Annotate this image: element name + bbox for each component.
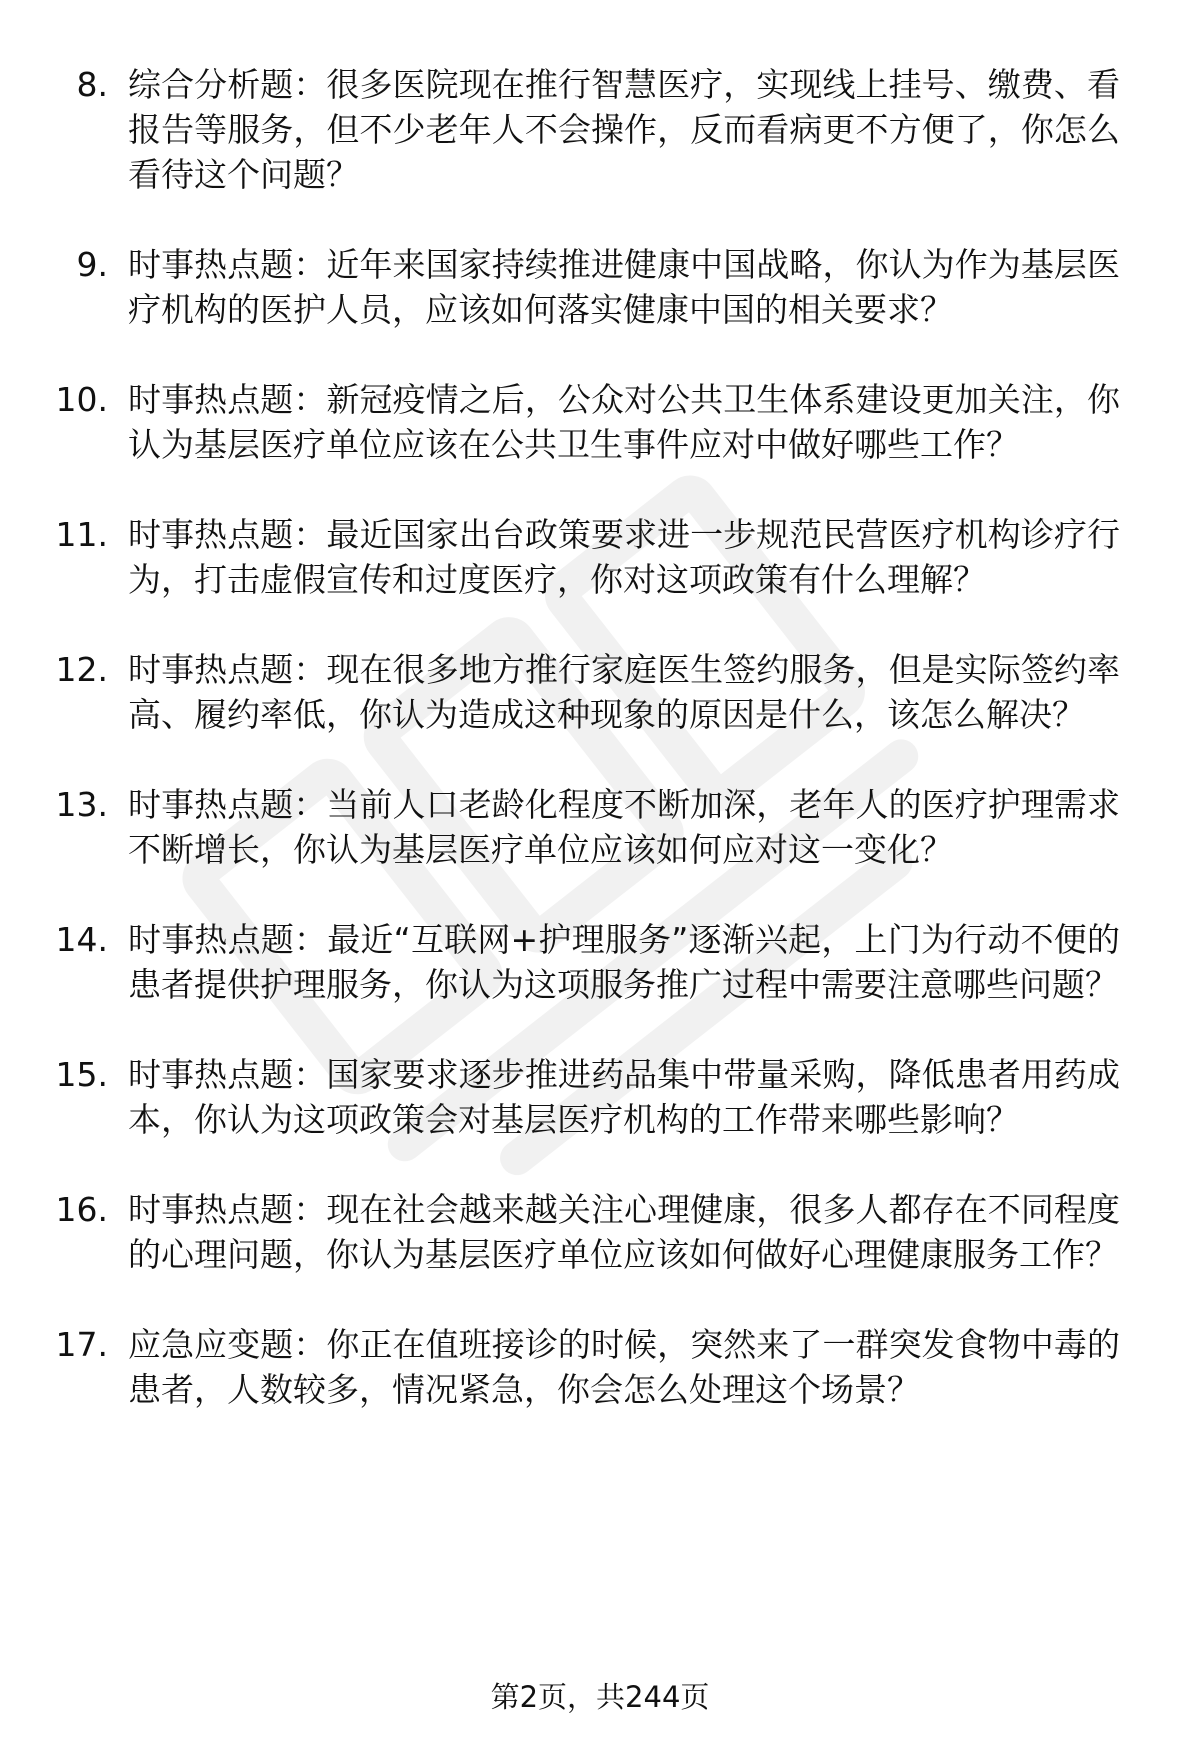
question-item bbox=[0, 1052, 1200, 1142]
question-number: 17. bbox=[55, 1325, 108, 1364]
question-number: 9. bbox=[76, 245, 108, 284]
question-text: 时事热点题：当前人口老龄化程度不断加深，老年人的医疗护理需求不断增长，你认为基层医疗单位应该如何应对这一变化？ bbox=[128, 785, 1120, 869]
question-number: 11. bbox=[55, 515, 108, 554]
page-footer: 第2页，共244页 bbox=[490, 1680, 710, 1714]
question-number: 15. bbox=[55, 1055, 108, 1094]
question-text: 时事热点题：近年来国家持续推进健康中国战略，你认为作为基层医疗机构的医护人员，应该如何落实健康中国的相关要求？ bbox=[128, 245, 1120, 329]
question-number: 13. bbox=[55, 785, 108, 824]
question-text: 时事热点题：新冠疫情之后，公众对公共卫生体系建设更加关注，你认为基层医疗单位应该在公共卫生事件应对中做好哪些工作？ bbox=[128, 380, 1120, 464]
question-item bbox=[0, 1187, 1200, 1277]
question-item bbox=[0, 242, 1200, 332]
question-item bbox=[0, 647, 1200, 737]
question-number: 14. bbox=[55, 920, 108, 959]
question-item bbox=[0, 782, 1200, 872]
question-number: 16. bbox=[55, 1190, 108, 1229]
question-list bbox=[0, 62, 1200, 1412]
question-text: 综合分析题：很多医院现在推行智慧医疗，实现线上挂号、缴费、看报告等服务，但不少老年人不会操作，反而看病更不方便了，你怎么看待这个问题？ bbox=[128, 65, 1120, 194]
question-number: 8. bbox=[76, 65, 108, 104]
question-item bbox=[0, 62, 1200, 197]
question-text: 时事热点题：最近“互联网+护理服务”逐渐兴起，上门为行动不便的患者提供护理服务，你认为这项服务推广过程中需要注意哪些问题？ bbox=[128, 920, 1120, 1004]
question-item bbox=[0, 512, 1200, 602]
question-text: 时事热点题：现在很多地方推行家庭医生签约服务，但是实际签约率高、履约率低，你认为造成这种现象的原因是什么，该怎么解决？ bbox=[128, 650, 1120, 734]
question-number: 10. bbox=[55, 380, 108, 419]
question-item bbox=[0, 377, 1200, 467]
question-text: 时事热点题：现在社会越来越关注心理健康，很多人都存在不同程度的心理问题，你认为基层医疗单位应该如何做好心理健康服务工作？ bbox=[128, 1190, 1120, 1274]
question-text: 时事热点题：最近国家出台政策要求进一步规范民营医疗机构诊疗行为，打击虚假宣传和过度医疗，你对这项政策有什么理解？ bbox=[128, 515, 1120, 599]
question-number: 12. bbox=[55, 650, 108, 689]
question-item bbox=[0, 917, 1200, 1007]
question-text: 时事热点题：国家要求逐步推进药品集中带量采购，降低患者用药成本，你认为这项政策会对基层医疗机构的工作带来哪些影响？ bbox=[128, 1055, 1120, 1139]
question-text: 应急应变题：你正在值班接诊的时候，突然来了一群突发食物中毒的患者，人数较多，情况紧急，你会怎么处理这个场景？ bbox=[128, 1325, 1120, 1409]
question-item bbox=[0, 1322, 1200, 1412]
